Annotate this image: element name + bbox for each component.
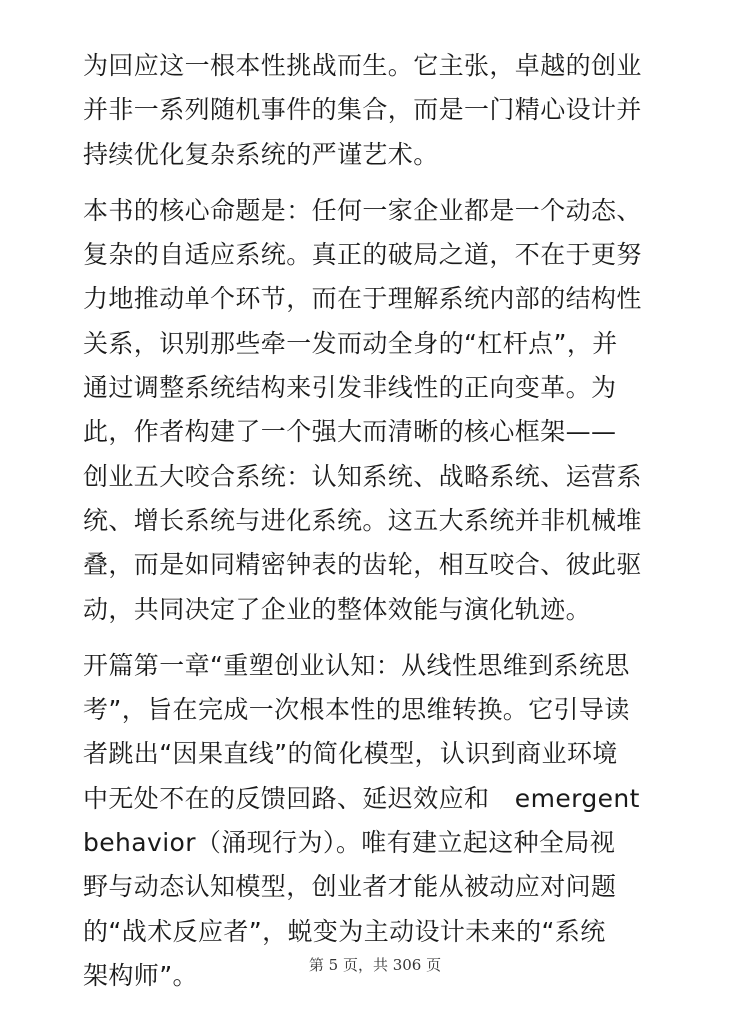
text-line: 架构师”。: [83, 960, 198, 990]
paragraph-2: [83, 189, 673, 632]
body-text: [83, 44, 673, 1010]
paragraph-1: [83, 44, 673, 177]
text-line: 动，共同决定了企业的整体效能与演化轨迹。: [83, 594, 592, 624]
text-line: 力地推动单个环节，而在于理解系统内部的结构性: [83, 284, 642, 314]
text-line: 者跳出“因果直线”的简化模型，认识到商业环境: [83, 739, 618, 769]
text-line: 本书的核心命题是：任何一家企业都是一个动态、: [83, 195, 642, 225]
text-line: 开篇第一章“重塑创业认知：从线性思维到系统思: [83, 650, 630, 680]
page-number-footer: 第 5 页，共 306 页: [308, 956, 442, 974]
text-line: 统、增长系统与进化系统。这五大系统并非机械堆: [83, 505, 642, 535]
text-line: 并非一系列随机事件的集合，而是一门精心设计并: [83, 95, 642, 125]
text-line: 考”，旨在完成一次根本性的思维转换。它引导读: [83, 695, 630, 725]
text-line: 复杂的自适应系统。真正的破局之道，不在于更努: [83, 240, 642, 270]
text-line: 持续优化复杂系统的严谨艺术。: [83, 139, 439, 169]
text-line: 叠，而是如同精密钟表的齿轮，相互咬合、彼此驱: [83, 550, 642, 580]
text-line: 的“战术反应者”，蜕变为主动设计未来的“系统: [83, 916, 606, 946]
text-line: 为回应这一根本性挑战而生。它主张，卓越的创业: [83, 51, 642, 80]
paragraph-3: [83, 644, 673, 998]
text-line: 创业五大咬合系统：认知系统、战略系统、运营系: [83, 461, 642, 491]
text-line: 中无处不在的反馈回路、延迟效应和 emergent: [83, 783, 640, 813]
text-line: 此，作者构建了一个强大而清晰的核心框架——: [83, 417, 617, 447]
text-line: 通过调整系统结构来引发非线性的正向变革。为: [83, 373, 617, 403]
text-line: 野与动态认知模型，创业者才能从被动应对问题: [83, 872, 617, 902]
text-line: 关系，识别那些牵一发而动全身的“杠杆点”，并: [83, 328, 618, 358]
text-line: behavior（涌现行为）。唯有建立起这种全局视: [83, 828, 616, 858]
